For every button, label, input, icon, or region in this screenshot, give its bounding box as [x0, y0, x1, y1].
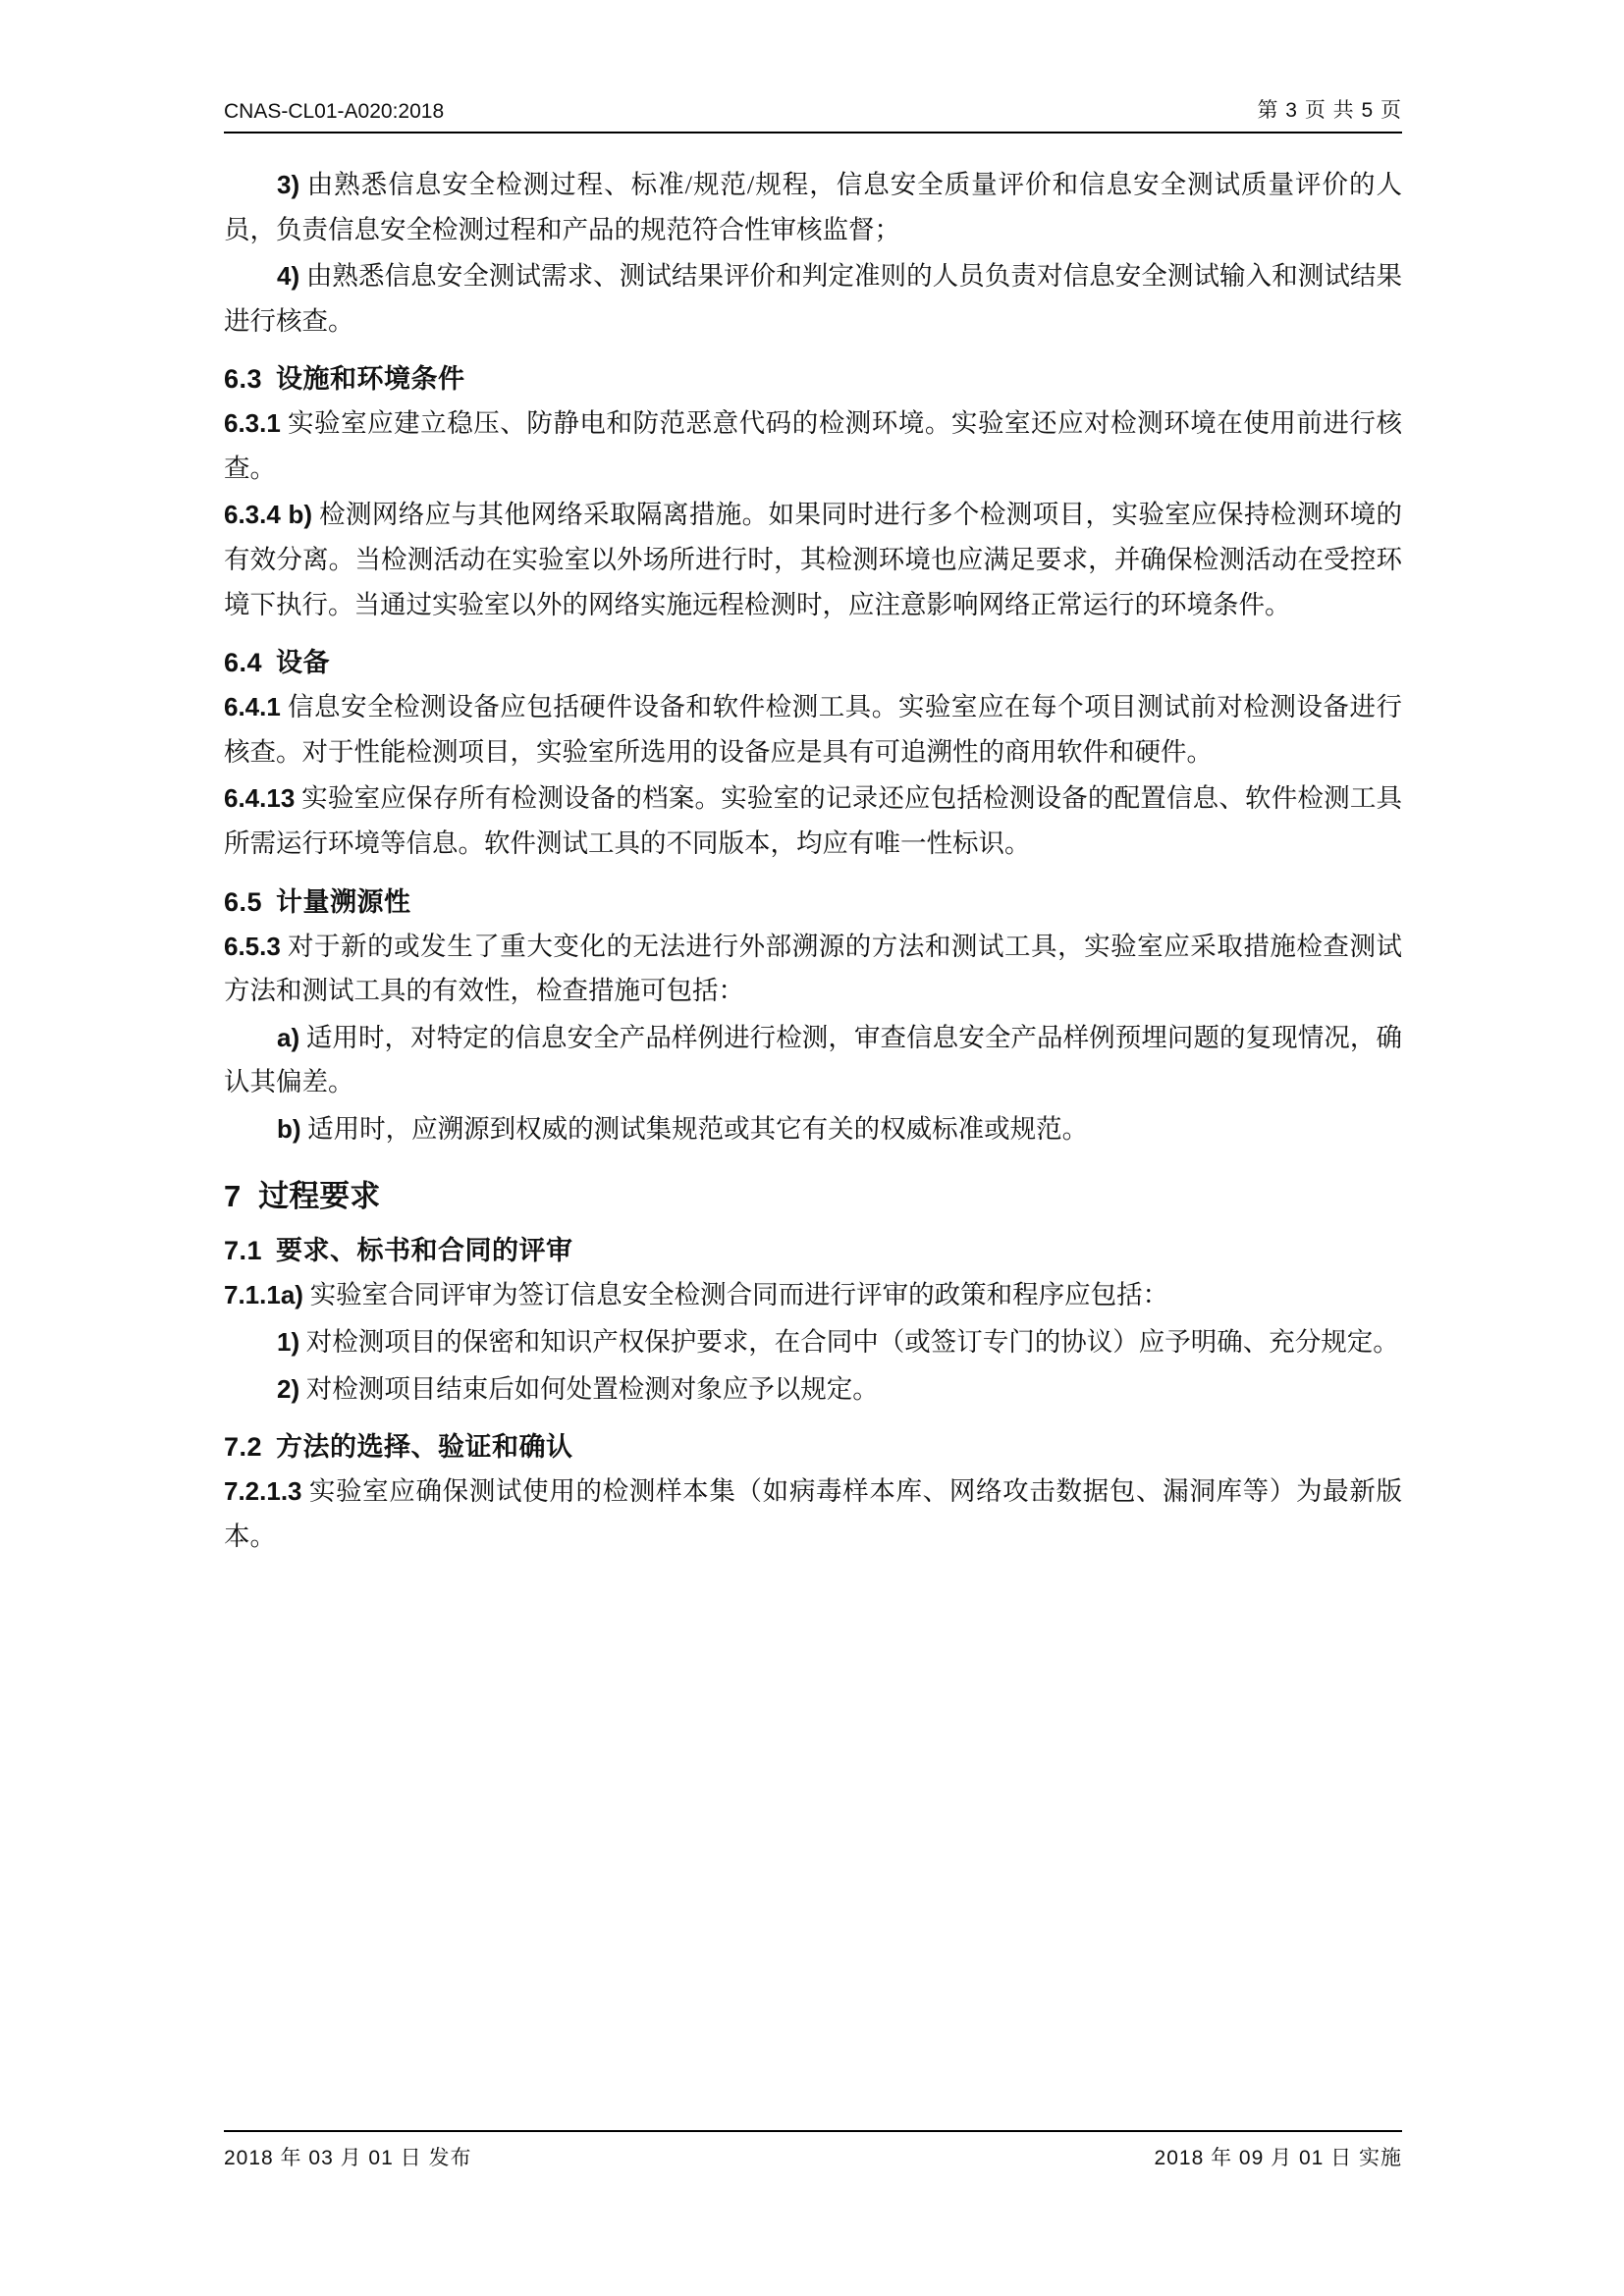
list-item-7-1-2-number: 2) [277, 1373, 300, 1404]
section-6-5-title: 计量溯源性 [276, 886, 411, 917]
clause-6-4-1-text: 信息安全检测设备应包括硬件设备和软件检测工具。实验室应在每个项目测试前对检测设备进行核查。对于性能检测项目，实验室所选用的设备应是具有可追溯性的商用软件和硬件。 [224, 692, 1403, 767]
clause-7-1-1a-text: 实验室合同评审为签订信息安全检测合同而进行评审的政策和程序应包括： [309, 1280, 1169, 1310]
section-heading-6-5 [224, 881, 1402, 919]
page-footer [224, 2130, 1402, 2171]
list-item-7-1-1-text: 对检测项目的保密和知识产权保护要求，在合同中（或签订专门的协议）应予明确、充分规定。 [305, 1326, 1399, 1357]
clause-6-4-1-number: 6.4.1 [224, 692, 281, 722]
section-heading-7-2 [224, 1425, 1402, 1464]
list-item-3 [224, 163, 1402, 252]
header-page-info: 第 3 页 共 5 页 [1257, 99, 1402, 122]
section-7-2-title: 方法的选择、验证和确认 [276, 1432, 573, 1463]
list-item-7-1-2-text: 对检测项目结束后如何处置检测对象应予以规定。 [305, 1373, 879, 1404]
list-item-a-text: 适用时，对特定的信息安全产品样例进行检测，审查信息安全产品样例预埋问题的复现情况，确认其偏差。 [224, 1022, 1403, 1097]
list-item-4 [224, 254, 1402, 344]
clause-7-2-1-3 [224, 1469, 1402, 1559]
clause-6-3-4b-text: 检测网络应与其他网络采取隔离措施。如果同时进行多个检测项目，实验室应保持检测环境的有效分离。当检测活动在实验室以外场所进行时，其检测环境也应满足要求，并确保检测活动在受控环境下执行。当通过实验室以外的网络实施远程检测时，应注意影响网络正常运行的环境条件。 [224, 500, 1403, 619]
clause-6-4-13-number: 6.4.13 [224, 783, 296, 814]
list-item-3-text: 由熟悉信息安全检测过程、标准/规范/规程，信息安全质量评价和信息安全测试质量评价的人员，负责信息安全检测过程和产品的规范符合性审核监督； [224, 170, 1403, 244]
clause-6-5-3-number: 6.5.3 [224, 931, 281, 961]
clause-6-3-4b-number: 6.3.4 b) [224, 500, 313, 530]
list-item-4-number: 4) [277, 261, 300, 292]
clause-6-4-13-text: 实验室应保存所有检测设备的档案。实验室的记录还应包括检测设备的配置信息、软件检测工具所需运行环境等信息。软件测试工具的不同版本，均应有唯一性标识。 [224, 783, 1403, 858]
chapter-heading-7 [224, 1171, 1402, 1215]
list-item-a-number: a) [277, 1022, 300, 1052]
clause-6-3-1 [224, 401, 1402, 491]
list-item-7-1-1-number: 1) [277, 1326, 300, 1357]
clause-6-4-1 [224, 685, 1402, 774]
section-heading-6-3 [224, 357, 1402, 396]
section-7-1-title: 要求、标书和合同的评审 [276, 1236, 573, 1266]
chapter-7-title: 过程要求 [258, 1179, 381, 1214]
section-6-4-title: 设备 [276, 648, 331, 678]
clause-6-3-4b [224, 493, 1402, 627]
clause-7-2-1-3-text: 实验室应确保测试使用的检测样本集（如病毒样本库、网络攻击数据包、漏洞库等）为最新版本。 [224, 1476, 1403, 1551]
footer-effective-date: 2018 年 09 月 01 日 实施 [1154, 2147, 1402, 2169]
clause-6-4-13 [224, 776, 1402, 866]
chapter-7-number: 7 [224, 1179, 242, 1214]
list-item-b-text: 适用时，应溯源到权威的测试集规范或其它有关的权威标准或规范。 [307, 1113, 1089, 1144]
clause-7-1-1a [224, 1273, 1402, 1318]
section-6-4-number: 6.4 [224, 648, 263, 678]
list-item-7-1-1 [224, 1320, 1402, 1365]
footer-issue-date: 2018 年 03 月 01 日 发布 [224, 2147, 472, 2169]
clause-6-3-1-text: 实验室应建立稳压、防静电和防范恶意代码的检测环境。实验室还应对检测环境在使用前进行核查。 [224, 408, 1403, 483]
clause-6-5-3-text: 对于新的或发生了重大变化的无法进行外部溯源的方法和测试工具，实验室应采取措施检查测试方法和测试工具的有效性，检查措施可包括： [224, 931, 1403, 1006]
clause-7-1-1a-number: 7.1.1a) [224, 1280, 303, 1310]
page-content [224, 94, 1402, 1561]
section-heading-6-4 [224, 641, 1402, 679]
section-6-3-number: 6.3 [224, 364, 263, 395]
list-item-a [224, 1016, 1402, 1105]
page-header [224, 94, 1402, 133]
section-6-5-number: 6.5 [224, 886, 263, 917]
document-body [224, 163, 1402, 1559]
section-6-3-title: 设施和环境条件 [276, 364, 465, 395]
section-heading-7-1 [224, 1229, 1402, 1267]
list-item-3-number: 3) [277, 170, 300, 199]
section-7-2-number: 7.2 [224, 1432, 263, 1463]
list-item-7-1-2 [224, 1367, 1402, 1413]
list-item-4-text: 由熟悉信息安全测试需求、测试结果评价和判定准则的人员负责对信息安全测试输入和测试结果进行核查。 [224, 261, 1403, 336]
section-7-1-number: 7.1 [224, 1236, 263, 1266]
list-item-b [224, 1107, 1402, 1152]
list-item-b-number: b) [277, 1113, 301, 1144]
clause-6-3-1-number: 6.3.1 [224, 408, 281, 439]
clause-6-5-3 [224, 925, 1402, 1014]
clause-7-2-1-3-number: 7.2.1.3 [224, 1476, 302, 1507]
header-doc-id: CNAS-CL01-A020:2018 [224, 100, 445, 123]
